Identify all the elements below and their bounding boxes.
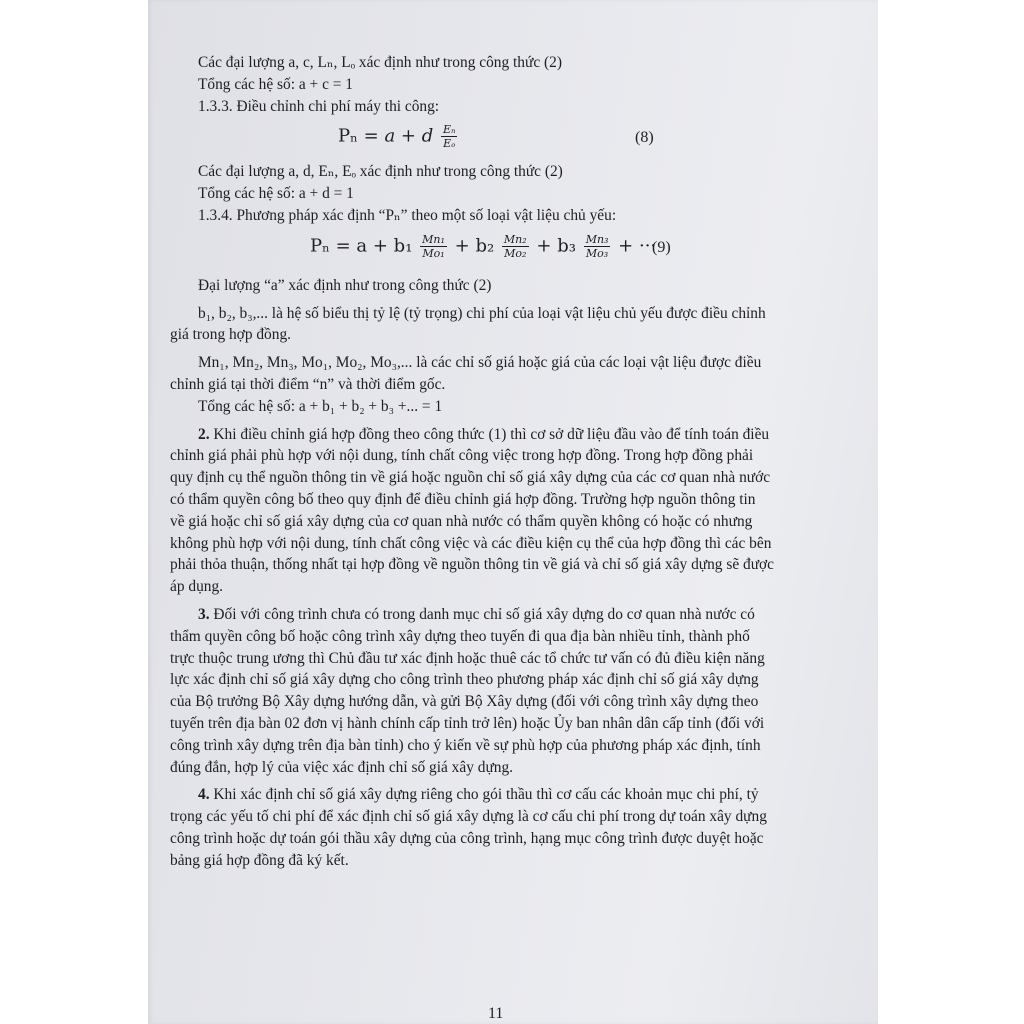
paragraph-3-line: đúng đắn, hợp lý của việc xác định chỉ số giá xây dựng. [170, 758, 514, 776]
paragraph-number: 3. [198, 605, 210, 623]
paragraph-3-line: công trình xây dựng trên địa bàn tỉnh) cho ý kiến về sự phù hợp của phương pháp xác định, tính [170, 736, 761, 754]
fraction-denominator: Mo₃ [585, 246, 609, 260]
paragraph-3-line: tuyến trên địa bàn 02 đơn vị hành chính cấp tỉnh trở lên) hoặc Ủy ban nhân dân cấp tỉnh (đối với [170, 714, 765, 732]
fraction-numerator: Mn₃ [585, 232, 609, 246]
formula-fraction [420, 233, 447, 260]
text-line: Đại lượng “a” xác định như trong công thức (2) [198, 276, 492, 294]
paragraph-4-line: 4. Khi xác định chỉ số giá xây dựng riêng cho gói thầu thì cơ cấu các khoản mục chi phí, tỷ [198, 786, 759, 804]
fraction-denominator: Mo₁ [422, 246, 445, 260]
formula-term: + b₂ [448, 235, 495, 257]
fraction-denominator: Eₒ [443, 137, 456, 151]
section-heading-1-3-3: 1.3.3. Điều chỉnh chi phí máy thi công: [198, 97, 440, 115]
paragraph-3-line: thẩm quyền công bố hoặc công trình xây dựng theo tuyến đi qua địa bàn nhiều tỉnh, thành phố [170, 627, 750, 645]
paragraph-2-line: không phù hợp với nội dung, tính chất công việc và các điều kiện cụ thể của hợp đồng thì các bên [170, 534, 772, 552]
fraction-numerator: Eₙ [442, 123, 456, 137]
text-line: chỉnh giá tại thời điểm “n” và thời điểm gốc. [170, 375, 446, 393]
paragraph-2-line: phải thỏa thuận, thống nhất tại hợp đồng về nguồn thông tin về giá và chỉ số giá xây dựng sẽ được [170, 556, 775, 574]
paragraph-number: 2. [198, 425, 210, 443]
text-line: Tổng các hệ số: a + d = 1 [198, 185, 354, 203]
equation-number: (9) [652, 238, 671, 256]
paragraph-4-line: bảng giá hợp đồng đã ký kết. [170, 851, 349, 869]
text-line: Các đại lượng a, d, Eₙ, Eₒ xác định như trong công thức (2) [198, 163, 563, 181]
text-line: Các đại lượng a, c, Lₙ, Lₒ xác định như trong công thức (2) [198, 54, 562, 71]
paragraph-4-line: công trình hoặc dự toán gói thầu xây dựng của công trình, hạng mục công trình được duyệt hoặc [170, 829, 764, 847]
formula-term: + b₃ [530, 235, 576, 257]
paragraph-number: 4. [198, 786, 210, 804]
formula-lhs: Pₙ = [338, 125, 385, 147]
formula-8 [170, 117, 830, 161]
formula-fraction [584, 233, 611, 260]
formula-fraction [502, 233, 529, 260]
paragraph-4-line: trọng các yếu tố chi phí để xác định chỉ số giá xây dựng là cơ cấu chi phí trong dự toán xây dựng [170, 808, 767, 826]
formula-term: d [421, 125, 434, 147]
paragraph-3-line: 3. Đối với công trình chưa có trong danh mục chỉ số giá xây dựng do cơ quan nhà nước có [198, 605, 755, 623]
section-heading-1-3-4: 1.3.4. Phương pháp xác định “Pₙ” theo một số loại vật liệu chủ yếu: [198, 206, 617, 224]
equation-number: (8) [635, 129, 654, 147]
formula-term: a + [384, 125, 422, 147]
text-line: b₁, b₂, b₃,... là hệ số biểu thị tỷ lệ (tỷ trọng) chi phí của loại vật liệu chủ yếu được điều chỉnh [198, 304, 766, 322]
paragraph-2-line: có thẩm quyền công bố theo quy định để điều chỉnh giá hợp đồng. Trường hợp nguồn thông tin [170, 490, 756, 508]
text-line: Tổng các hệ số: a + b₁ + b₂ + b₃ +... = 1 [198, 397, 443, 415]
text-line: Mn₁, Mn₂, Mn₃, Mo₁, Mo₂, Mo₃,... là các chỉ số giá hoặc giá của các loại vật liệu được điều [198, 354, 762, 372]
paragraph-2-line: áp dụng. [170, 578, 224, 596]
fraction-denominator: Mo₂ [504, 246, 527, 260]
text-line: Tổng các hệ số: a + c = 1 [198, 75, 353, 93]
paragraph-3-line: lực xác định chỉ số giá xây dựng cho công trình theo phương pháp xác định chỉ số giá xây dựng [170, 671, 759, 689]
background-right [878, 0, 1024, 1024]
paragraph-2-line: quy định cụ thể nguồn thông tin về giá hoặc nguồn chỉ số giá xây dựng của các cơ quan nhà nước [170, 469, 771, 487]
formula-9 [170, 227, 830, 275]
paragraph-3-line: trực thuộc trung ương thì Chủ đầu tư xác định hoặc thuê các tổ chức tư vấn có đủ điều kiện năng [170, 649, 765, 667]
formula-term: + ··· [612, 235, 657, 257]
paragraph-2-line: 2. Khi điều chỉnh giá hợp đồng theo công thức (1) thì cơ sở dữ liệu đầu vào để tính toán điều [198, 425, 770, 443]
text-line: giá trong hợp đồng. [170, 326, 291, 344]
formula-lhs: Pₙ = a + b₁ [310, 235, 413, 257]
paragraph-3-line: của Bộ trưởng Bộ Xây dựng hướng dẫn, và gửi Bộ Xây dựng (đối với công trình xây dựng theo [170, 693, 759, 711]
background-left [0, 0, 148, 1024]
page-number: 11 [488, 1005, 504, 1022]
page-content [170, 52, 830, 872]
formula-fraction [441, 123, 458, 150]
paragraph-2-line: chỉnh giá phải phù hợp với nội dung, tính chất công việc trong hợp đồng. Trong hợp đồng phải [170, 447, 754, 465]
paragraph-2-line: về giá hoặc chỉ số giá xây dựng của cơ quan nhà nước có thẩm quyền không có hoặc có nhưng [170, 512, 753, 530]
fraction-numerator: Mn₁ [422, 232, 445, 246]
fraction-numerator: Mn₂ [503, 232, 527, 246]
